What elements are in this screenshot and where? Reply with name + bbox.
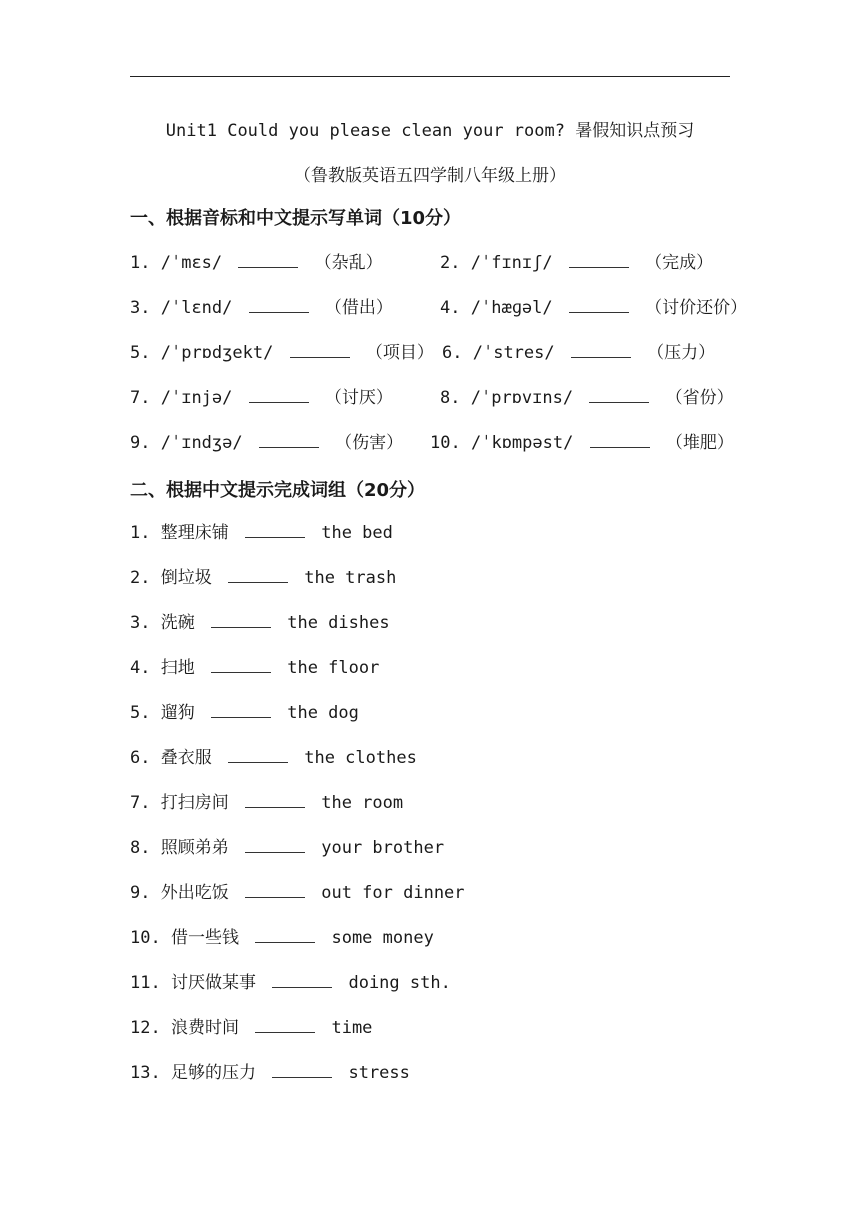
item-number: 2. <box>440 253 461 273</box>
chinese-phrase: 照顾弟弟 <box>160 838 229 858</box>
answer-blank[interactable] <box>211 701 271 718</box>
phonetic: /ˈkɒmpəst/ <box>470 433 574 453</box>
item-number: 9. <box>130 433 151 453</box>
s2-item <box>130 656 379 680</box>
s1-item <box>130 251 383 275</box>
answer-blank[interactable] <box>245 791 305 808</box>
english-phrase: the dishes <box>287 613 390 633</box>
item-number: 7. <box>130 388 151 408</box>
chinese-phrase: 打扫房间 <box>160 793 229 813</box>
chinese-hint: （堆肥） <box>665 433 734 453</box>
item-number: 3. <box>130 613 151 633</box>
chinese-hint: （讨价还价） <box>645 298 748 318</box>
answer-blank[interactable] <box>228 746 288 763</box>
item-number: 1. <box>130 253 151 273</box>
item-number: 7. <box>130 793 151 813</box>
section1-heading: 一、根据音标和中文提示写单词（10分） <box>130 208 462 229</box>
chinese-phrase: 洗碗 <box>160 613 195 633</box>
item-number: 8. <box>130 838 151 858</box>
chinese-phrase: 扫地 <box>160 658 195 678</box>
answer-blank[interactable] <box>255 1016 315 1033</box>
answer-blank[interactable] <box>590 431 650 448</box>
answer-blank[interactable] <box>228 566 288 583</box>
english-phrase: the clothes <box>304 748 417 768</box>
answer-blank[interactable] <box>290 341 350 358</box>
phonetic: /ˈlɛnd/ <box>160 298 233 318</box>
phonetic: /ˈstres/ <box>472 343 555 363</box>
item-number: 13. <box>130 1063 161 1083</box>
answer-blank[interactable] <box>255 926 315 943</box>
phonetic: /ˈɪndʒə/ <box>160 433 243 453</box>
english-phrase: the floor <box>287 658 380 678</box>
s1-item <box>442 341 715 365</box>
phonetic: /ˈprɒvɪns/ <box>470 388 574 408</box>
answer-blank[interactable] <box>245 881 305 898</box>
chinese-phrase: 叠衣服 <box>160 748 212 768</box>
item-number: 11. <box>130 973 161 993</box>
item-number: 10. <box>130 928 161 948</box>
s1-item <box>430 431 734 455</box>
english-phrase: some money <box>331 928 434 948</box>
s2-item <box>130 701 359 725</box>
answer-blank[interactable] <box>238 251 298 268</box>
s2-item <box>130 521 393 545</box>
s2-item <box>130 611 390 635</box>
answer-blank[interactable] <box>245 521 305 538</box>
s1-item <box>440 386 734 410</box>
english-phrase: the trash <box>304 568 397 588</box>
english-phrase: doing sth. <box>348 973 451 993</box>
item-number: 6. <box>442 343 463 363</box>
phonetic: /ˈhæɡəl/ <box>470 298 553 318</box>
answer-blank[interactable] <box>249 386 309 403</box>
chinese-hint: （借出） <box>324 298 393 318</box>
answer-blank[interactable] <box>211 656 271 673</box>
chinese-hint: （讨厌） <box>324 388 393 408</box>
chinese-phrase: 外出吃饭 <box>160 883 229 903</box>
english-phrase: stress <box>348 1063 410 1083</box>
english-phrase: your brother <box>321 838 445 858</box>
page-title: Unit1 Could you please clean your room? 暑假知识点预习 <box>165 121 695 141</box>
answer-blank[interactable] <box>245 836 305 853</box>
s2-item <box>130 566 396 590</box>
s2-item <box>130 881 465 905</box>
page-subtitle: （鲁教版英语五四学制八年级上册） <box>294 166 566 186</box>
answer-blank[interactable] <box>249 296 309 313</box>
chinese-hint: （杂乱） <box>314 253 383 273</box>
item-number: 10. <box>430 433 461 453</box>
item-number: 4. <box>440 298 461 318</box>
answer-blank[interactable] <box>259 431 319 448</box>
answer-blank[interactable] <box>589 386 649 403</box>
english-phrase: out for dinner <box>321 883 465 903</box>
s1-item <box>130 431 403 455</box>
chinese-phrase: 倒垃圾 <box>160 568 212 588</box>
chinese-phrase: 借一些钱 <box>170 928 239 948</box>
chinese-hint: （省份） <box>665 388 734 408</box>
english-phrase: the bed <box>321 523 393 543</box>
s2-item <box>130 1016 372 1040</box>
item-number: 5. <box>130 343 151 363</box>
answer-blank[interactable] <box>211 611 271 628</box>
english-phrase: the dog <box>287 703 359 723</box>
header-rule <box>130 76 730 77</box>
answer-blank[interactable] <box>569 251 629 268</box>
phonetic: /ˈɪnjə/ <box>160 388 233 408</box>
s2-item <box>130 1061 410 1085</box>
phonetic: /ˈprɒdʒekt/ <box>160 343 274 363</box>
chinese-phrase: 足够的压力 <box>170 1063 256 1083</box>
chinese-hint: （压力） <box>647 343 716 363</box>
item-number: 6. <box>130 748 151 768</box>
chinese-hint: （伤害） <box>335 433 404 453</box>
answer-blank[interactable] <box>571 341 631 358</box>
item-number: 2. <box>130 568 151 588</box>
chinese-phrase: 遛狗 <box>160 703 195 723</box>
s1-item <box>130 341 434 365</box>
chinese-phrase: 整理床铺 <box>160 523 229 543</box>
item-number: 1. <box>130 523 151 543</box>
chinese-phrase: 讨厌做某事 <box>170 973 256 993</box>
item-number: 5. <box>130 703 151 723</box>
s1-item <box>440 296 747 320</box>
s1-item <box>440 251 713 275</box>
s2-item <box>130 971 451 995</box>
item-number: 4. <box>130 658 151 678</box>
s2-item <box>130 791 403 815</box>
item-number: 3. <box>130 298 151 318</box>
s2-item <box>130 836 444 860</box>
answer-blank[interactable] <box>272 971 332 988</box>
item-number: 9. <box>130 883 151 903</box>
s2-item <box>130 926 434 950</box>
answer-blank[interactable] <box>569 296 629 313</box>
item-number: 12. <box>130 1018 161 1038</box>
phonetic: /ˈfɪnɪʃ/ <box>470 253 553 273</box>
section2-heading: 二、根据中文提示完成词组（20分） <box>130 480 426 501</box>
chinese-phrase: 浪费时间 <box>170 1018 239 1038</box>
s1-item <box>130 296 393 320</box>
english-phrase: time <box>331 1018 373 1038</box>
answer-blank[interactable] <box>272 1061 332 1078</box>
chinese-hint: （完成） <box>645 253 714 273</box>
item-number: 8. <box>440 388 461 408</box>
s2-item <box>130 746 417 770</box>
english-phrase: the room <box>321 793 404 813</box>
chinese-hint: （项目） <box>365 343 434 363</box>
s1-item <box>130 386 393 410</box>
phonetic: /ˈmɛs/ <box>160 253 223 273</box>
